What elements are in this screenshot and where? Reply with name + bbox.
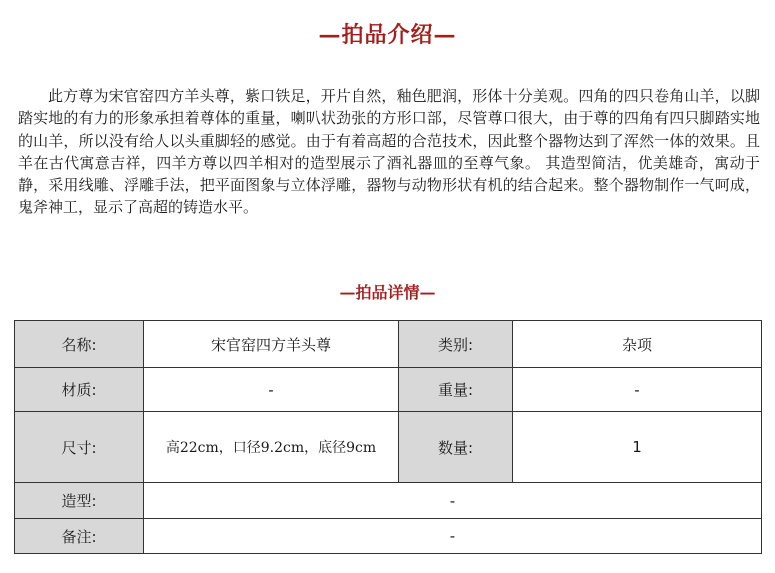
table-row	[15, 321, 762, 368]
table-row	[15, 412, 762, 483]
shape-label: 造型:	[15, 483, 144, 519]
table-row	[15, 483, 762, 519]
size-label: 尺寸:	[15, 412, 144, 483]
details-table	[14, 320, 762, 554]
weight-label: 重量:	[399, 368, 513, 412]
category-label: 类别:	[399, 321, 513, 368]
category-value: 杂项	[513, 321, 762, 368]
notes-label: 备注:	[15, 519, 144, 554]
size-value: 高22cm，口径9.2cm，底径9cm	[144, 412, 399, 483]
table-row	[15, 368, 762, 412]
intro-paragraph: 此方尊为宋官窑四方羊头尊，紫口铁足，开片自然，釉色肥润，形体十分美观。四角的四只卷角山羊，以脚踏实地的有力的形象承担着尊体的重量，喇叭状劲张的方形口部，尽管尊口很大，由于尊的四角有四只脚踏实地的山羊，所以没有给人以头重脚轻的感觉。由于有着高超的合范技术，因此整个器物达到了浑然一体的效果。且羊在古代寓意吉祥，四羊方尊以四羊相对的造型展示了酒礼器皿的至尊气象。 其造型简洁，优美雄奇，寓动于静，采用线雕、浮雕手法，把平面图象与立体浮雕，器物与动物形状有机的结合起来。整个器物制作一气呵成，鬼斧神工，显示了高超的铸造水平。	[18, 87, 760, 217]
name-label: 名称:	[15, 321, 144, 368]
material-label: 材质:	[15, 368, 144, 412]
shape-value: -	[144, 483, 762, 519]
quantity-value: 1	[513, 412, 762, 483]
weight-value: -	[513, 368, 762, 412]
intro-section-title: —拍品介绍—	[318, 22, 457, 48]
quantity-label: 数量:	[399, 412, 513, 483]
table-row	[15, 519, 762, 554]
name-value: 宋官窑四方羊头尊	[144, 321, 399, 368]
details-section-title: —拍品详情—	[339, 283, 436, 302]
notes-value: -	[144, 519, 762, 554]
material-value: -	[144, 368, 399, 412]
